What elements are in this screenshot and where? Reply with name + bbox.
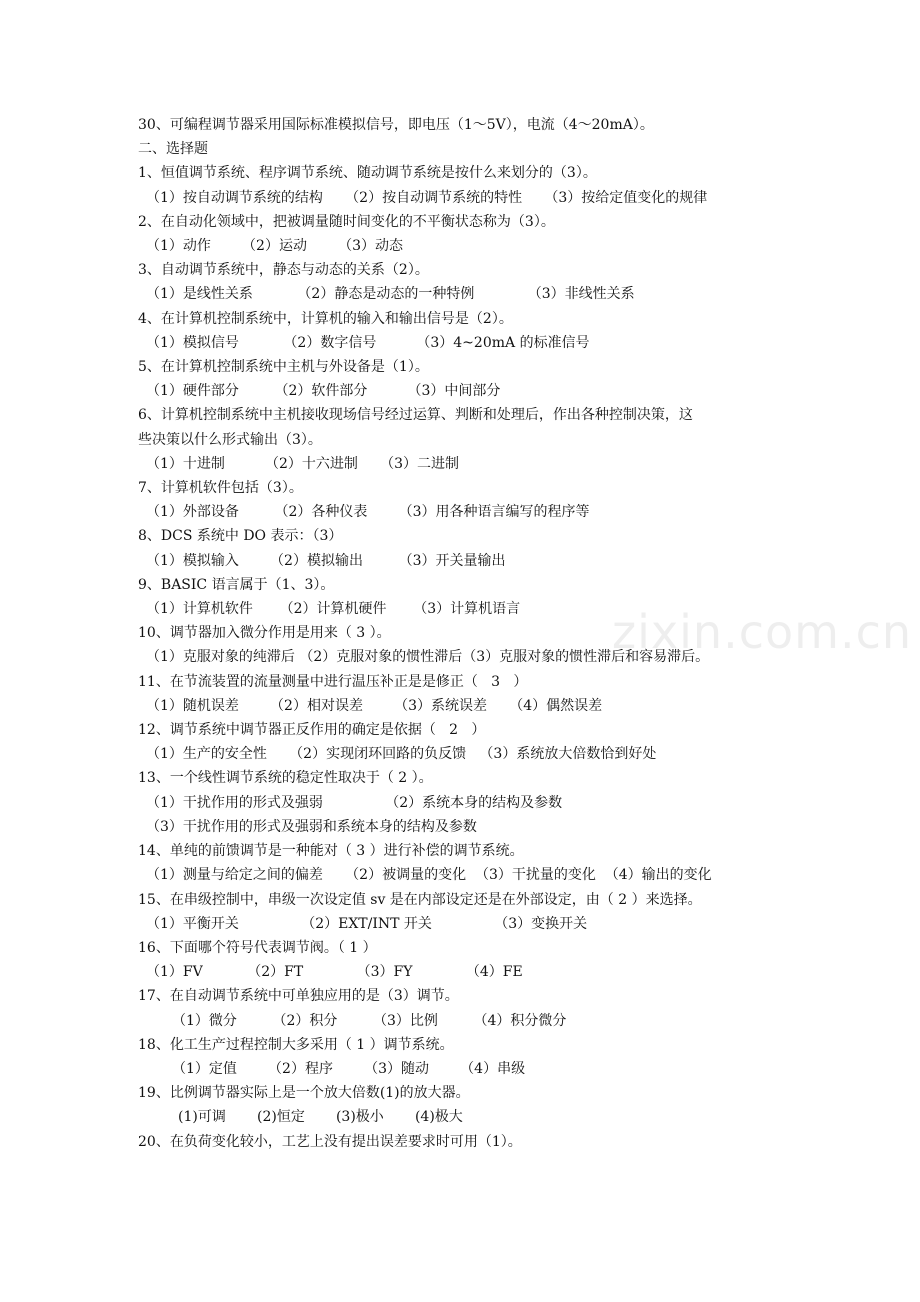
option-line: （1）硬件部分 （2）软件部分 （3）中间部分 — [146, 383, 501, 400]
text-line: 14、单纯的前馈调节是一种能对（ 3 ）进行补偿的调节系统。 — [138, 843, 524, 860]
text-line: 1、恒值调节系统、程序调节系统、随动调节系统是按什么来划分的（3）。 — [138, 165, 597, 182]
option-line: （1）模拟信号 （2）数字信号 （3）4~20mA 的标准信号 — [146, 334, 590, 351]
text-line: 4、在计算机控制系统中，计算机的输入和输出信号是（2）。 — [138, 310, 513, 327]
option-line: （1）是线性关系 （2）静态是动态的一种特例 （3）非线性关系 — [146, 286, 635, 303]
text-line: 5、在计算机控制系统中主机与外设备是（1）。 — [138, 359, 429, 376]
option-line: （1）模拟输入 （2）模拟输出 （3）开关量输出 — [146, 552, 506, 569]
text-line: 18、化工生产过程控制大多采用（ 1 ）调节系统。 — [138, 1036, 454, 1053]
text-line: 16、下面哪个符号代表调节阀。（ 1 ） — [138, 939, 377, 956]
option-line: （1）测量与给定之间的偏差 （2）被调量的变化 （3）干扰量的变化 （4）输出的变化 — [146, 867, 712, 884]
option-line: （1）计算机软件 （2）计算机硬件 （3）计算机语言 — [146, 601, 521, 618]
document-body — [138, 113, 818, 1154]
text-line: 3、自动调节系统中，静态与动态的关系（2）。 — [138, 262, 429, 279]
text-line: 10、调节器加入微分作用是用来（ 3 ）。 — [138, 625, 391, 642]
option-line: （1）定值 （2）程序 （3）随动 （4）串级 — [172, 1060, 526, 1077]
option-line: （1）随机误差 （2）相对误差 （3）系统误差 （4）偶然误差 — [146, 697, 603, 714]
text-line: 30、可编程调节器采用国际标准模拟信号，即电压（1～5V），电流（4～20mA）。 — [138, 117, 654, 133]
text-line: 19、比例调节器实际上是一个放大倍数(1)的放大器。 — [138, 1085, 470, 1102]
text-line: 11、在节流装置的流量测量中进行温压补正是是修正（ 3 ） — [138, 673, 528, 690]
option-line: （1）生产的安全性 （2）实现闭环回路的负反馈 （3）系统放大倍数恰到好处 — [146, 746, 657, 763]
option-line: （1）按自动调节系统的结构 （2）按自动调节系统的特性 （3）按给定值变化的规律 — [146, 189, 708, 206]
text-line: 15、在串级控制中，串级一次设定值 sv 是在内部设定还是在外部设定，由（ 2 ）来选择。 — [138, 891, 702, 908]
option-line: （1）动作 （2）运动 （3）动态 — [146, 238, 404, 255]
text-line: 13、一个线性调节系统的稳定性取决于（ 2 ）。 — [138, 770, 433, 787]
text-line: 2、在自动化领域中，把被调量随时间变化的不平衡状态称为（3）。 — [138, 213, 555, 230]
option-line: （1）外部设备 （2）各种仪表 （3）用各种语言编写的程序等 — [146, 504, 590, 521]
text-line: 7、计算机软件包括（3）。 — [138, 480, 303, 497]
option-line: （1）干扰作用的形式及强弱 （2）系统本身的结构及参数 — [146, 794, 563, 811]
option-line: （1）十进制 （2）十六进制 （3）二进制 — [146, 455, 460, 472]
option-line: （1）克服对象的纯滞后 （2）克服对象的惯性滞后（3）克服对象的惯性滞后和容易滞后。 — [146, 649, 710, 666]
option-line: （1）FV （2）FT （3）FY （4）FE — [146, 964, 523, 981]
text-line: 些决策以什么形式输出（3）。 — [138, 431, 322, 448]
option-line: (1)可调 (2)恒定 (3)极小 (4)极大 — [178, 1109, 463, 1126]
watermark: zixin.com.cn — [612, 605, 913, 659]
text-line: 8、DCS 系统中 DO 表示：（3） — [138, 528, 343, 545]
text-line: 6、计算机控制系统中主机接收现场信号经过运算、判断和处理后，作出各种控制决策，这 — [138, 407, 693, 424]
text-line: 9、BASIC 语言属于（1、3）。 — [138, 576, 335, 593]
option-line: （1）微分 （2）积分 （3）比例 （4）积分微分 — [172, 1012, 567, 1029]
text-line: 12、调节系统中调节器正反作用的确定是依据（ 2 ） — [138, 722, 486, 739]
text-line: 二、选择题 — [138, 141, 208, 158]
option-line: （1）平衡开关 （2）EXT/INT 开关 （3）变换开关 — [146, 915, 588, 932]
option-line: （3）干扰作用的形式及强弱和系统本身的结构及参数 — [146, 818, 477, 835]
text-line: 17、在自动调节系统中可单独应用的是（3）调节。 — [138, 988, 459, 1005]
text-line: 20、在负荷变化较小，工艺上没有提出误差要求时可用（1）。 — [138, 1133, 522, 1150]
